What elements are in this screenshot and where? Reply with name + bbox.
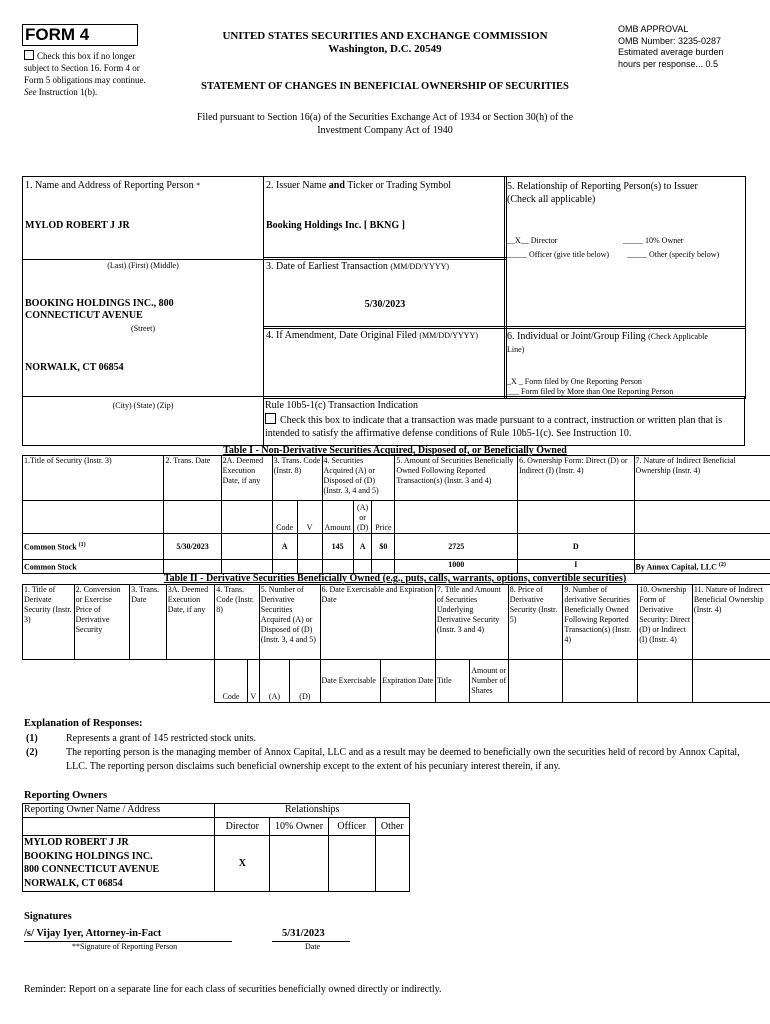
rule-10b5-checkbox[interactable]	[265, 413, 276, 424]
explanation-title: Explanation of Responses:	[24, 718, 143, 729]
reporting-owners-title: Reporting Owners	[24, 790, 108, 801]
table2: 1. Title of Derivate Security (Instr. 3) 2. Conversion or Exercise Price of Derivative Security 3. Trans. Date 3A. Deemed Execution Date, if any 4. Trans. Code (Instr. 8) 5. Number of Derivative Securities Acquired (A) or Disposed of (D) (Instr. 3, 4 and 5) 6. Date Exercisable and Expiration Date 7. Title and Amount of Securities Underlying Derivative Security (Instr. 3 and 4) 8. Price of Derivative Security (Instr. 5) 9. Number of derivative Securities Beneficially Owned Following Reported Transaction(s) (Instr. 4) 10. Ownership Form of Derivative Security: Direct (D) or Indirect (I) (Instr. 4) 11. Nature of Indirect Beneficial Ownership (Instr. 4) Code V (A) (D) Date Exercisable Expiration Date Title Amount or Number of Shares	[22, 584, 770, 703]
statement-title: STATEMENT OF CHANGES IN BENEFICIAL OWNERSHIP OF SECURITIES	[201, 81, 569, 92]
table1-title: Table I - Non-Derivative Securities Acquired, Disposed of, or Beneficially Owned	[223, 445, 567, 456]
table1: 1.Title of Security (Instr. 3) 2. Trans. Date 2A. Deemed Execution Date, if any 3. Trans. Code (Instr. 8) 4. Securities Acquired (A) or Disposed of (D) (Instr. 3, 4 and 5) 5. Amount of Securities Beneficially Owned Following Reported Transaction(s) (Instr. 3 and 4) 6. Ownership Form: Direct (D) or Indirect (I) (Instr. 4) 7. Nature of Indirect Beneficial Ownership (Instr. 4) Code V Amount (A) or (D) Price Common Stock $^{(1)}$ 5/30/2023 A 145 A $0 2725 D Common Stock 1000 I By Annox Capital, LLC $^{(2)}$	[22, 455, 770, 574]
reporting-info-grid	[22, 176, 744, 445]
box5-relationship: 5. Relationship of Reporting Person(s) to Issuer (Check all applicable) __X__ Director _____ 10% Owner _____ Officer (give title below) _____ Other (specify below)	[504, 176, 746, 329]
signer-name: /s/ Vijay Iyer, Attorney-in-Fact	[24, 928, 162, 939]
box1-name: 1. Name and Address of Reporting Person * MYLOD ROBERT J JR	[22, 176, 264, 260]
rule-10b5-box: Rule 10b5-1(c) Transaction Indication Check this box to indicate that a transaction was made pursuant to a contract, instruction or written plan that is intended to satisfy the affirmative defense conditions of Rule 10b5-1(c). See Instruction 10.	[263, 396, 745, 446]
director-mark: X	[215, 836, 270, 892]
box3-earliest-date: 3. Date of Earliest Transaction (MM/DD/YYYY) 5/30/2023	[263, 257, 507, 329]
date-caption: Date	[305, 942, 321, 951]
box1-city-caption: (City) (State) (Zip)	[22, 396, 264, 446]
filed-pursuant: Filed pursuant to Section 16(a) of the Securities Exchange Act of 1934 or Section 30(h) of the Investment Company Act of 1940	[196, 112, 574, 136]
form-title: FORM 4	[25, 25, 90, 44]
reporting-person-name: MYLOD ROBERT J JR	[25, 220, 130, 231]
earliest-transaction-date: 5/30/2023	[364, 299, 406, 310]
reporting-owners-table: Reporting Owner Name / Address Relationships Director 10% Owner Officer Other MYLOD ROBERT J JR BOOKING HOLDINGS INC. 800 CONNECTICUT AVENUE NORWALK, CT 06854 X	[22, 803, 410, 892]
agency-address: Washington, D.C. 20549	[328, 43, 442, 55]
table-row: Common Stock $^{(1)}$ 5/30/2023 A 145 A $0 2725 D	[23, 534, 770, 560]
box4-amendment: 4. If Amendment, Date Original Filed (MM/DD/YYYY)	[263, 326, 507, 399]
explanation-item-1: (1) Represents a grant of 145 restricted stock units.	[26, 733, 256, 744]
table-row: Common Stock 1000 I By Annox Capital, LLC $^{(2)}$	[23, 560, 770, 574]
reporting-person-street: BOOKING HOLDINGS INC., 800 CONNECTICUT AVENUE	[25, 298, 174, 321]
box6-filing: 6. Individual or Joint/Group Filing (Check Applicable Line) _X _ Form filed by One Reporting Person ___ Form filed by More than One Reporting Person	[504, 326, 746, 399]
signatures-title: Signatures	[24, 911, 72, 922]
signature-caption: **Signature of Reporting Person	[72, 942, 178, 951]
table-row: MYLOD ROBERT J JR BOOKING HOLDINGS INC. 800 CONNECTICUT AVENUE NORWALK, CT 06854 X	[23, 836, 410, 892]
agency-name: UNITED STATES SECURITIES AND EXCHANGE COMMISSION	[222, 30, 548, 42]
box2-issuer: 2. Issuer Name and Ticker or Trading Symbol Booking Holdings Inc. [ BKNG ]	[263, 176, 507, 260]
section16-checkbox-note: Check this box if no longer subject to Section 16. Form 4 or Form 5 obligations may continue. See Instruction 1(b).	[24, 51, 146, 97]
section16-checkbox[interactable]	[24, 50, 34, 60]
form-title-box	[22, 24, 138, 46]
reporting-person-city: NORWALK, CT 06854	[25, 362, 124, 373]
explanation-item-2: (2) The reporting person is the managing member of Annox Capital, LLC and as a result may be deemed to beneficially own the securities held of record by Annox Capital, LLC. The reporting person disclaims such beneficial ownership except to the extent of his pecuniary interest therein, if any.	[26, 747, 740, 772]
signature-date: 5/31/2023	[282, 928, 325, 939]
box1-address: (Last) (First) (Middle) BOOKING HOLDINGS INC., 800 CONNECTICUT AVENUE (Street) NORWALK, CT 06854	[22, 257, 264, 397]
reminder: Reminder: Report on a separate line for each class of securities beneficially owned directly or indirectly.	[24, 984, 442, 995]
table2-title: Table II - Derivative Securities Beneficially Owned (e.g., puts, calls, warrants, options, convertible securities)	[163, 573, 627, 584]
issuer-name: Booking Holdings Inc. [ BKNG ]	[266, 220, 405, 231]
omb-approval: OMB APPROVAL OMB Number: 3235-0287 Estimated average burden hours per response... 0.5	[618, 24, 724, 69]
